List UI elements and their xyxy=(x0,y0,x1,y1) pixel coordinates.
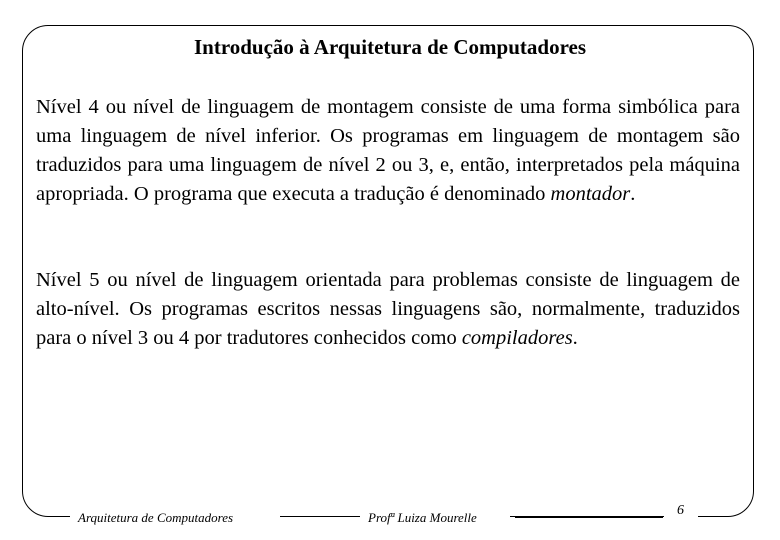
paragraph-level-5 xyxy=(36,266,740,353)
term-compiladores: compiladores xyxy=(461,327,573,349)
paragraph-level-4 xyxy=(36,93,740,209)
footer-author: Profª Luiza Mourelle xyxy=(368,510,477,525)
footer-rule xyxy=(515,517,663,518)
paragraph-level-5-end: . xyxy=(572,327,578,349)
paragraph-level-4-text: Nível 4 ou nível de linguagem de montagem consiste de uma forma simbólica para uma linguagem de nível inferior. Os programas em linguagem de montagem são traduzidos para uma linguagem de nível 2 ou 3, e, então, interpretados pela máquina apropriada. O programa que executa a tradução é denominado xyxy=(36,96,740,205)
slide-title: Introdução à Arquitetura de Computadores xyxy=(193,35,587,59)
page-number: 6 xyxy=(677,503,684,518)
paragraph-level-4-end: . xyxy=(630,183,636,205)
footer-course: Arquitetura de Computadores xyxy=(78,510,234,525)
paragraph-level-5-text: Nível 5 ou nível de linguagem orientada para problemas consiste de linguagem de alto-nível. Os programas escritos nessas linguagens são, normalmente, traduzidos para o nível 3 ou 4 por tradutores conhecidos como xyxy=(36,269,740,349)
term-montador: montador xyxy=(550,183,631,205)
